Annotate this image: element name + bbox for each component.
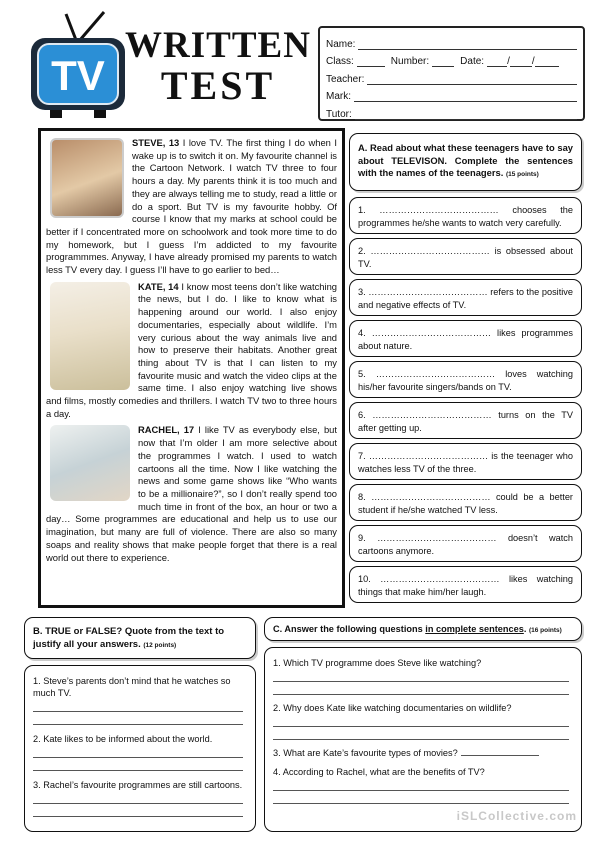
answer-line[interactable] — [33, 714, 243, 725]
section-b-item — [33, 675, 247, 725]
answer-line[interactable] — [33, 747, 243, 758]
section-b-item — [33, 779, 247, 817]
section-c-item — [273, 702, 573, 740]
logo-text: TV — [51, 52, 105, 99]
section-b-instructions: B. TRUE or FALSE? Quote from the text to justify all your answers. — [33, 626, 225, 650]
date-label: Date: — [460, 56, 485, 67]
section-a-item[interactable]: 8. ………………………………… could be a better student if he/she watched TV less. — [349, 484, 582, 521]
rachel-text: I like TV as everybody else, but now that I’m older I am more selective about the programmes I watch. I used to watch cartoons all the time. Now I like watching the news and some game shows like “Who wants to be a millionaire?”, so I don’t really spend too much time in front of the box, an hour or two a day… Some programmes are educational and help us to use our imagination, but many are full of violence. There are also so many soaps and reality shows that make people forget that there is a real world out there to experience. — [46, 424, 337, 563]
number-field[interactable] — [432, 57, 454, 67]
section-a-item[interactable]: 1. ………………………………… chooses the programmes he/she wants to watch very carefully. — [349, 197, 582, 234]
name-label: Name: — [326, 38, 356, 50]
watermark: iSLCollective.com — [456, 809, 577, 823]
section-c-instructions-post: . — [523, 624, 527, 634]
reading-text — [38, 128, 345, 608]
section-a-item[interactable]: 3. ………………………………… refers to the positive and negative effects of TV. — [349, 279, 582, 316]
section-b-body — [24, 665, 256, 832]
title-line-2: TEST — [160, 63, 276, 108]
answer-line[interactable] — [273, 729, 569, 740]
section-a-item[interactable]: 10. ………………………………… likes watching things that make him/her laugh. — [349, 566, 582, 603]
section-a-points: (15 points) — [505, 171, 539, 178]
kate-name: KATE, 14 — [138, 280, 179, 292]
date-year-field[interactable] — [535, 57, 559, 67]
section-a-item[interactable]: 6. ………………………………… turns on the TV after getting up. — [349, 402, 582, 439]
class-field[interactable] — [357, 57, 385, 67]
section-b-item — [33, 733, 247, 771]
mark-field[interactable] — [354, 92, 577, 102]
tutor-row — [326, 102, 577, 120]
section-c-question: 2. Why does Kate like watching documentaries on wildlife? — [273, 703, 512, 713]
kate-text: I know most teens don’t like watching the news, but I do. I like to know what is happening around our world. I also enjoy documentaries, especially about wildlife. I’m very curious about the way animals live and how to preserve their habitats. Another great thing about TV is that I can listen to my favourite music and watch the video clips at the same time. I also enjoy watching live shows and films, mostly comedies and thrillers. I watch TV two to three hours a day. — [46, 280, 337, 419]
title-line-1: WRITTEN — [125, 25, 311, 66]
section-a-item[interactable]: 5. ………………………………… loves watching his/her favourite singers/bands on TV. — [349, 361, 582, 398]
answer-line[interactable] — [273, 671, 569, 682]
section-a-item[interactable]: 7. ………………………………… is the teenager who watches less TV of the three. — [349, 443, 582, 480]
page-title — [118, 26, 318, 106]
kate-photo — [50, 282, 130, 390]
rachel-name: RACHEL, 17 — [138, 424, 195, 436]
steve-paragraph — [46, 137, 337, 277]
date-day-field[interactable] — [487, 57, 507, 67]
mark-label: Mark: — [326, 91, 351, 102]
class-row — [326, 50, 577, 68]
section-a-item[interactable]: 9. ………………………………… doesn’t watch cartoons anymore. — [349, 525, 582, 562]
section-c-item — [273, 747, 573, 759]
name-field[interactable] — [358, 40, 577, 50]
answer-line[interactable] — [273, 716, 569, 727]
section-b-points: (12 points) — [143, 642, 177, 649]
section-b-statement: 1. Steve’s parents don’t mind that he watches so much TV. — [33, 676, 231, 698]
date-slash-1: / — [507, 56, 510, 67]
mark-row — [326, 85, 577, 103]
tv-logo — [28, 10, 128, 122]
section-a-heading — [349, 133, 582, 191]
section-c-question: 4. According to Rachel, what are the benefits of TV? — [273, 767, 485, 777]
date-month-field[interactable] — [510, 57, 532, 67]
kate-paragraph — [46, 281, 337, 421]
tutor-field[interactable] — [355, 110, 577, 120]
steve-text: I love TV. The first thing I do when I wake up is to switch it on. My favourite channel is the Cartoon Network. I watch TV three to four hours a day. My parents think it is too much and they are always telling me to study, read a little or do a sport. But TV is my favourite hobby. Of course I know that my marks at school could be better if I concentrated more on schoolwork and took more time to do my homework, but I guess I’m addicted to my favourite programmmes. Anyway, I have already promised my parents to watch less TV every day. I guess I’ll have to go earlier to bed… — [46, 137, 337, 276]
section-c-instructions-pre: C. Answer the following questions — [273, 624, 426, 634]
answer-line[interactable] — [273, 793, 569, 804]
section-c-item — [273, 657, 573, 695]
section-c-item — [273, 766, 573, 804]
steve-name: STEVE, 13 — [132, 137, 180, 148]
rachel-paragraph — [46, 424, 337, 564]
section-c-question: 1. Which TV programme does Steve like watching? — [273, 658, 482, 668]
section-c-heading — [264, 617, 582, 641]
name-row — [326, 32, 577, 50]
answer-line[interactable] — [33, 806, 243, 817]
answer-line[interactable] — [273, 684, 569, 695]
section-b-heading — [24, 617, 256, 659]
date-slash-2: / — [531, 56, 535, 67]
teacher-row — [326, 67, 577, 85]
section-c-question: 3. What are Kate’s favourite types of movies? — [273, 748, 458, 758]
section-a-instructions: A. Read about what these teenagers have to say about TELEVISON. Complete the sentences with the names of the teenagers. — [358, 142, 573, 178]
rachel-photo — [50, 425, 130, 501]
tutor-label: Tutor: — [326, 108, 352, 120]
class-label: Class: — [326, 56, 354, 67]
section-a-item[interactable]: 4. ………………………………… likes programmes about nature. — [349, 320, 582, 357]
section-c-body — [264, 647, 582, 832]
number-label: Number: — [390, 56, 430, 67]
student-info-box — [318, 26, 585, 121]
steve-photo — [50, 138, 124, 218]
answer-line[interactable] — [33, 701, 243, 712]
section-c-instructions-underlined: in complete sentences — [425, 624, 524, 634]
answer-line[interactable] — [273, 780, 569, 791]
teacher-label: Teacher: — [326, 73, 365, 85]
section-c-points: (16 points) — [528, 627, 562, 634]
section-b-statement: 3. Rachel’s favourite programmes are still cartoons. — [33, 780, 243, 790]
answer-line[interactable] — [33, 760, 243, 771]
section-b-statement: 2. Kate likes to be informed about the world. — [33, 734, 213, 744]
answer-line[interactable] — [461, 747, 539, 756]
teacher-field[interactable] — [367, 75, 577, 85]
answer-line[interactable] — [33, 793, 243, 804]
section-a-item[interactable]: 2. ………………………………… is obsessed about TV. — [349, 238, 582, 275]
